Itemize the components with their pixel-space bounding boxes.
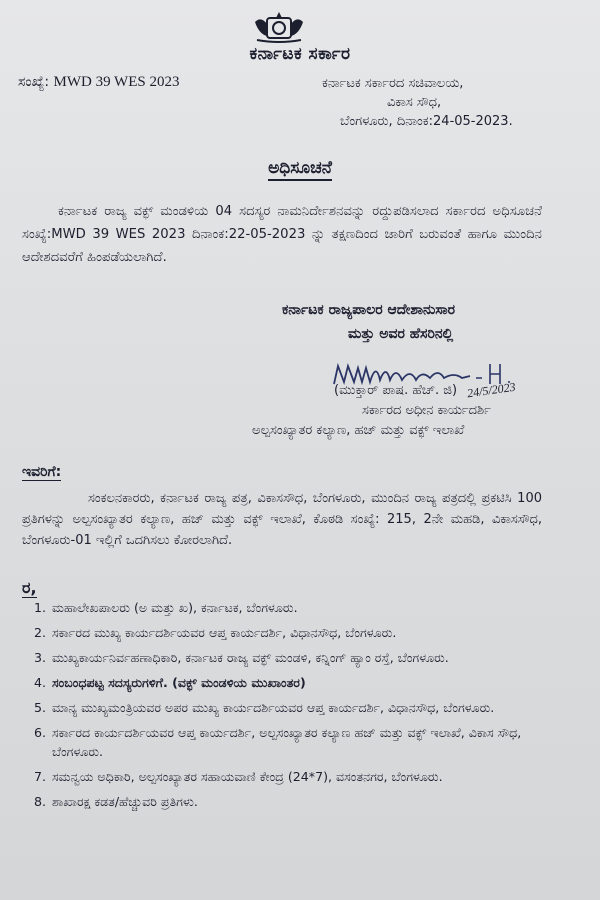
- signatory-block: [252, 380, 516, 441]
- list-item: 3. ಮುಖ್ಯಕಾರ್ಯನಿರ್ವಹಣಾಧಿಕಾರಿ, ಕರ್ನಾಟಕ ರಾಜ್ಯ ವಕ್ಫ್ ಮಂಡಳಿ, ಕನ್ನಿಂಗ್ ಹ್ಯಾಂ ರಸ್ತೆ, ಬೆಂಗಳೂರು.: [34, 650, 449, 665]
- issuing-address: [322, 74, 513, 131]
- reference-label: ಸಂಖ್ಯೆ:: [18, 74, 50, 90]
- reference-value: MWD 39 WES 2023: [53, 74, 180, 90]
- government-heading: ಕರ್ನಾಟಕ ಸರ್ಕಾರ: [249, 44, 351, 64]
- signatory-designation: ಸರ್ಕಾರದ ಅಧೀನ ಕಾರ್ಯದರ್ಶಿ: [362, 403, 491, 418]
- reference-number: [18, 74, 179, 91]
- list-item: 4. ಸಂಬಂಧಪಟ್ಟ ಸದಸ್ಯರುಗಳಿಗೆ. (ವಕ್ಫ್ ಮಂಡಳಿಯ ಮುಖಾಂತರ): [34, 675, 306, 690]
- list-item: 1. ಮಹಾಲೇಖಪಾಲರು (ಅ ಮತ್ತು ಖ), ಕರ್ನಾಟಕ, ಬೆಂಗಳೂರು.: [34, 600, 298, 615]
- list-item: 2. ಸರ್ಕಾರದ ಮುಖ್ಯ ಕಾರ್ಯದರ್ಶಿಯವರ ಆಪ್ತ ಕಾರ್ಯದರ್ಶಿ, ವಿಧಾನಸೌಧ, ಬೆಂಗಳೂರು.: [34, 625, 397, 640]
- notification-title: ಅಧಿಸೂಚನೆ: [0, 158, 600, 178]
- list-item: 8. ಶಾಖಾರಕ್ಷ ಕಡತ/ಹೆಚ್ಚುವರಿ ಪ್ರತಿಗಳು.: [34, 794, 198, 809]
- signatory-department: ಅಲ್ಪಸಂಖ್ಯಾತರ ಕಲ್ಯಾಣ, ಹಜ್ ಮತ್ತು ವಕ್ಫ್ ಇಲಾಖೆ: [252, 423, 465, 438]
- recipient-label: ಇವರಿಗೆ:: [22, 464, 62, 480]
- signature-date: 24/5/2023: [466, 379, 517, 401]
- copy-to-list: [34, 598, 534, 817]
- recipient-text: ಸಂಕಲನಕಾರರು, ಕರ್ನಾಟಕ ರಾಜ್ಯ ಪತ್ರ, ವಿಕಾಸಸೌಧ, ಬೆಂಗಳೂರು, ಮುಂದಿನ ರಾಜ್ಯ ಪತ್ರದಲ್ಲಿ ಪ್ರಕಟಿಸಿ 100 ಪ್ರತಿಗಳನ್ನು ಅಲ್ಪಸಂಖ್ಯಾತರ ಕಲ್ಯಾಣ, ಹಜ್ ಮತ್ತು ವಕ್ಫ್ ಇಲಾಖೆ, ಕೊಠಡಿ ಸಂಖ್ಯೆ: 215, 2ನೇ ಮಹಡಿ, ವಿಕಾಸಸೌಧ, ಬೆಂಗಳೂರು-01 ಇಲ್ಲಿಗೆ ಒದಗಿಸಲು ಕೋರಲಾಗಿದೆ.: [22, 491, 542, 548]
- copy-to-label: ರ,: [22, 578, 37, 597]
- address-line: ಕರ್ನಾಟಕ ಸರ್ಕಾರದ ಸಚಿವಾಲಯ,: [322, 76, 464, 91]
- list-item: 7. ಸಮನ್ವಯ ಅಧಿಕಾರಿ, ಅಲ್ಪಸಂಖ್ಯಾತರ ಸಹಾಯವಾಣಿ ಕೇಂದ್ರ (24*7), ವಸಂತನಗರ, ಬೆಂಗಳೂರು.: [34, 769, 443, 784]
- address-line: ವಿಕಾಸ ಸೌಧ,: [387, 95, 442, 110]
- order-line: ಮತ್ತು ಅವರ ಹೆಸರಿನಲ್ಲಿ: [348, 326, 454, 342]
- signatory-name: (ಮುಕ್ತಾರ್ ಪಾಷ. ಹೆಚ್. ಜಿ): [334, 383, 458, 398]
- notification-body: ಕರ್ನಾಟಕ ರಾಜ್ಯ ವಕ್ಫ್ ಮಂಡಳಿಯ 04 ಸದಸ್ಯರ ನಾಮನಿರ್ದೇಶನವನ್ನು ರದ್ದುಪಡಿಸಲಾದ ಸರ್ಕಾರದ ಅಧಿಸೂಚನೆ ಸಂಖ್ಯೆ:MWD 39 WES 2023 ದಿನಾಂಕ:22-05-2023 ನ್ನು ತಕ್ಷಣದಿಂದ ಜಾರಿಗೆ ಬರುವಂತೆ ಹಾಗೂ ಮುಂದಿನ ಆದೇಶದವರೆಗೆ ಹಿಂಪಡೆಯಲಾಗಿದೆ.: [22, 204, 542, 265]
- governor-order: [282, 298, 455, 346]
- address-line-date: ಬೆಂಗಳೂರು, ದಿನಾಂಕ:24-05-2023.: [340, 114, 513, 129]
- order-line: ಕರ್ನಾಟಕ ರಾಜ್ಯಪಾಲರ ಆದೇಶಾನುಸಾರ: [282, 302, 456, 318]
- list-item: 6. ಸರ್ಕಾರದ ಕಾರ್ಯದರ್ಶಿಯವರ ಆಪ್ತ ಕಾರ್ಯದರ್ಶಿ, ಅಲ್ಪಸಂಖ್ಯಾತರ ಕಲ್ಯಾಣ ಹಜ್ ಮತ್ತು ವಕ್ಫ್ ಇಲಾಖೆ, ವಿಕಾಸ ಸೌಧ, ಬೆಂಗಳೂರು.: [34, 725, 522, 759]
- list-item: 5. ಮಾನ್ಯ ಮುಖ್ಯಮಂತ್ರಿಯವರ ಅಪರ ಮುಖ್ಯ ಕಾರ್ಯದರ್ಶಿಯವರ ಆಪ್ತ ಕಾರ್ಯದರ್ಶಿ, ವಿಧಾನಸೌಧ, ಬೆಂಗಳೂರು.: [34, 700, 495, 715]
- state-emblem-icon: [249, 10, 309, 46]
